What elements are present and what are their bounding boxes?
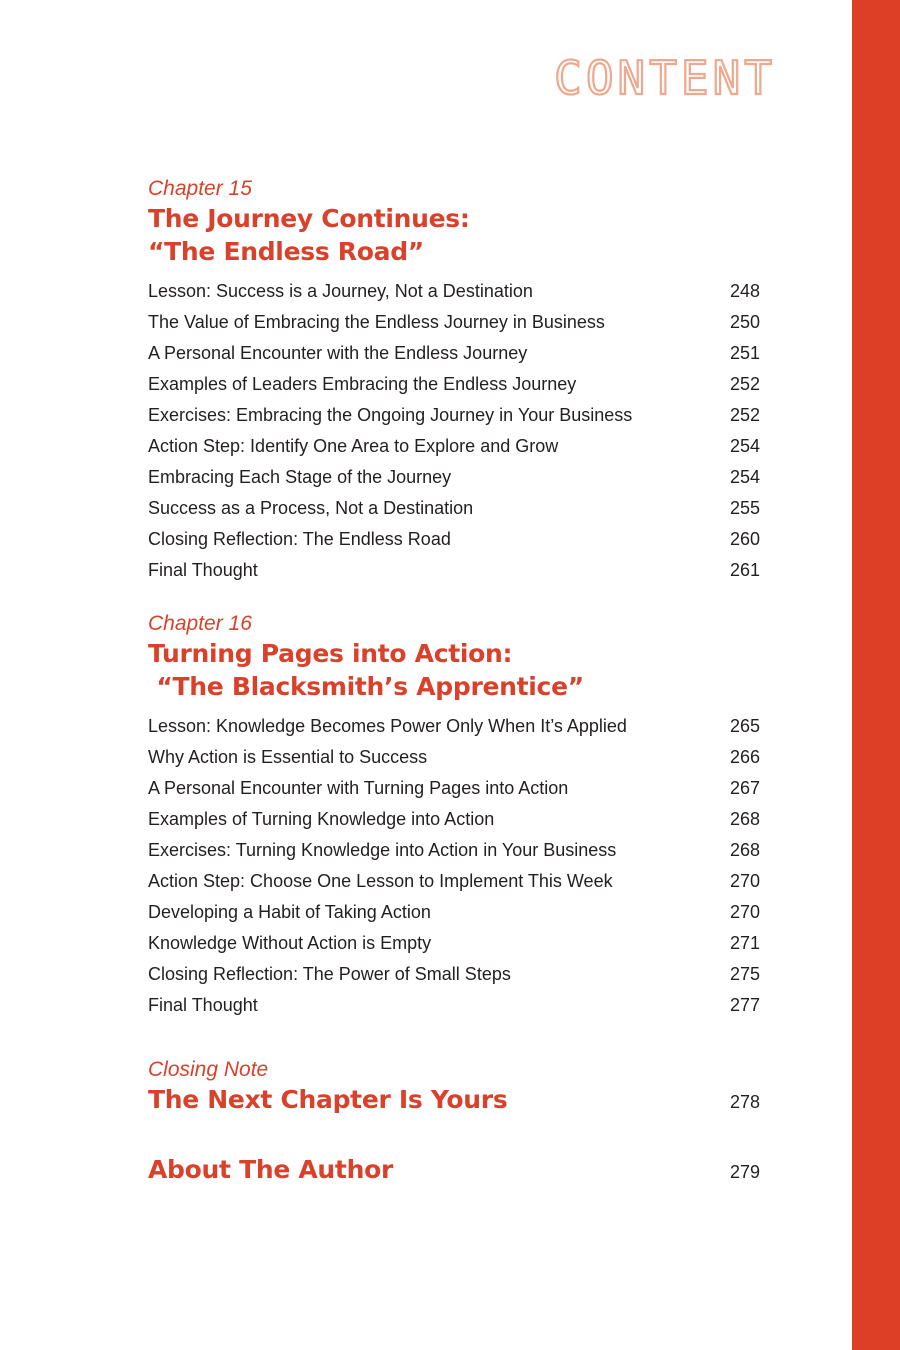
toc-entry-page: 254	[729, 467, 760, 487]
toc-entry-title: Success as a Process, Not a Destination	[148, 498, 474, 518]
chapter-15-section	[148, 176, 760, 586]
toc-entry-title: Action Step: Identify One Area to Explore and Grow	[148, 436, 559, 456]
toc-entry-page: 268	[729, 809, 760, 829]
toc-entry[interactable]	[148, 773, 760, 804]
toc-entry-page: 252	[729, 405, 760, 425]
toc-entry-title: Final Thought	[148, 560, 258, 580]
page-title	[554, 52, 776, 104]
toc-entry-title: Exercises: Embracing the Ongoing Journey in Your Business	[148, 405, 633, 425]
toc-entry-page: 248	[729, 281, 760, 301]
closing-note-section[interactable]	[148, 1057, 760, 1116]
about-author-section[interactable]	[148, 1153, 760, 1186]
side-accent-bar	[852, 0, 900, 1350]
toc-entry-title: Embracing Each Stage of the Journey	[148, 467, 452, 487]
chapter-label: Chapter 16	[148, 612, 252, 635]
toc-entry[interactable]	[148, 990, 760, 1021]
page-title-text: CONTENT	[554, 51, 776, 105]
toc-entry-page: 265	[729, 716, 760, 736]
toc-entry[interactable]	[148, 742, 760, 773]
chapter-15-entries	[148, 276, 760, 586]
toc-entry[interactable]	[148, 369, 760, 400]
toc-entry-page: 275	[729, 964, 760, 984]
toc-entry-title: Lesson: Success is a Journey, Not a Destination	[148, 281, 533, 301]
toc-entry[interactable]	[148, 866, 760, 897]
toc-entry-page: 250	[729, 312, 760, 332]
chapter-16-section	[148, 611, 760, 1021]
toc-entry-page: 271	[729, 933, 760, 953]
toc-entry-title: Why Action is Essential to Success	[148, 747, 428, 767]
toc-entry[interactable]	[148, 711, 760, 742]
toc-entry-title: Examples of Turning Knowledge into Action	[148, 809, 495, 829]
toc-entry-page: 255	[729, 498, 760, 518]
toc-entry-title: Developing a Habit of Taking Action	[148, 902, 431, 922]
toc-entry-title: Knowledge Without Action is Empty	[148, 933, 432, 953]
toc-entry-title: A Personal Encounter with the Endless Journey	[148, 343, 528, 363]
toc-entry-title: Final Thought	[148, 995, 258, 1015]
closing-note-page: 278	[729, 1092, 760, 1112]
toc-entry[interactable]	[148, 928, 760, 959]
about-author-page: 279	[729, 1162, 760, 1182]
toc-entry[interactable]	[148, 400, 760, 431]
about-author-title: About The Author	[148, 1155, 393, 1184]
toc-entry[interactable]	[148, 276, 760, 307]
toc-entry-title: Action Step: Choose One Lesson to Implement This Week	[148, 871, 613, 891]
toc-entry-title: Closing Reflection: The Endless Road	[148, 529, 451, 549]
chapter-title-line1: The Journey Continues:	[148, 204, 470, 233]
toc-entry-page: 266	[729, 747, 760, 767]
toc-entry-title: Closing Reflection: The Power of Small Steps	[148, 964, 511, 984]
closing-note-title: The Next Chapter Is Yours	[148, 1085, 508, 1114]
toc-entry[interactable]	[148, 338, 760, 369]
toc-entry-page: 267	[729, 778, 760, 798]
chapter-title-line1: Turning Pages into Action:	[148, 639, 513, 668]
toc-entry[interactable]	[148, 959, 760, 990]
toc-entry[interactable]	[148, 835, 760, 866]
toc-entry-page: 277	[729, 995, 760, 1015]
toc-entry[interactable]	[148, 897, 760, 928]
toc-entry-page: 270	[729, 902, 760, 922]
chapter-16-entries	[148, 711, 760, 1021]
toc-entry-page: 270	[729, 871, 760, 891]
toc-entry[interactable]	[148, 431, 760, 462]
toc-entry-title: Examples of Leaders Embracing the Endless Journey	[148, 374, 577, 394]
toc-entry-page: 252	[729, 374, 760, 394]
closing-note-label: Closing Note	[148, 1058, 269, 1081]
toc-entry-page: 260	[729, 529, 760, 549]
toc-entry[interactable]	[148, 462, 760, 493]
toc-entry-page: 261	[729, 560, 760, 580]
chapter-title-line2: “The Blacksmith’s Apprentice”	[148, 672, 584, 701]
chapter-label: Chapter 15	[148, 177, 252, 200]
toc-entry-title: A Personal Encounter with Turning Pages into Action	[148, 778, 569, 798]
toc-entry[interactable]	[148, 524, 760, 555]
toc-entry-page: 251	[729, 343, 760, 363]
toc-entry-title: The Value of Embracing the Endless Journey in Business	[148, 312, 605, 332]
toc-entry-page: 254	[729, 436, 760, 456]
chapter-title-line2: “The Endless Road”	[148, 237, 424, 266]
toc-entry-title: Exercises: Turning Knowledge into Action in Your Business	[148, 840, 617, 860]
toc-entry-page: 268	[729, 840, 760, 860]
toc-entry[interactable]	[148, 307, 760, 338]
toc-entry[interactable]	[148, 555, 760, 586]
toc-entry[interactable]	[148, 493, 760, 524]
toc-entry-title: Lesson: Knowledge Becomes Power Only When It’s Applied	[148, 716, 627, 736]
toc-entry[interactable]	[148, 804, 760, 835]
